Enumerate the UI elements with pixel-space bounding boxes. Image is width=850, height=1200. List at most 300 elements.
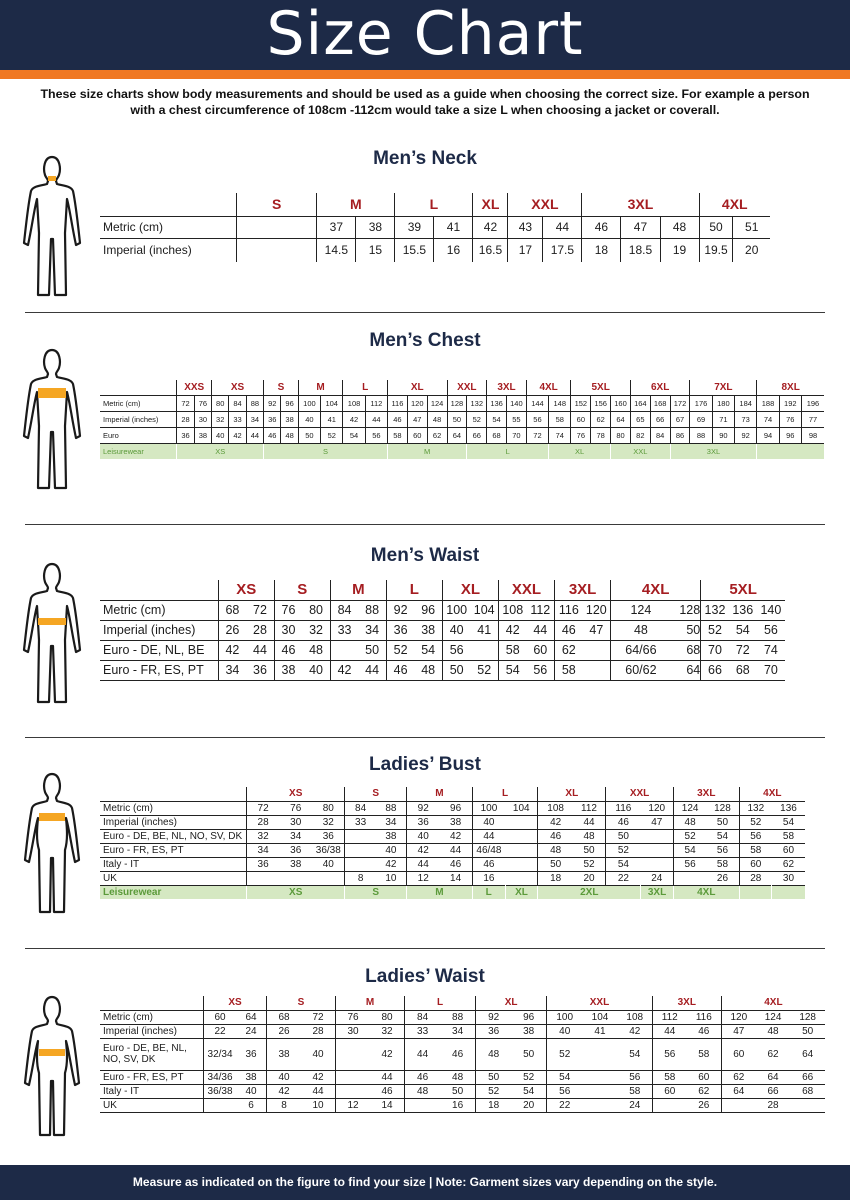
cell: 48 — [427, 411, 447, 427]
cell: 52 — [547, 1038, 583, 1070]
cell: 38 — [290, 858, 302, 870]
cell: 28 — [246, 815, 279, 829]
cell: 40 — [472, 815, 505, 829]
cell: 48 — [281, 427, 298, 443]
cell: 56 — [673, 857, 706, 871]
cell: 52 — [386, 640, 414, 660]
cell: 72 — [177, 395, 194, 411]
cell — [336, 1084, 371, 1098]
cell — [405, 1098, 441, 1112]
cell: 17.5 — [543, 238, 582, 262]
size-header: 5XL — [701, 580, 785, 600]
cell: 58 — [555, 660, 583, 680]
row-label: UK — [103, 1099, 117, 1111]
cell: 52 — [583, 858, 595, 870]
cell: 56 — [629, 1071, 641, 1083]
cell: 46 — [450, 858, 462, 870]
cell: 33 — [330, 620, 358, 640]
cell: 120 — [407, 395, 427, 411]
cell: 76 — [571, 427, 591, 443]
size-header: XL — [442, 580, 498, 600]
table-row — [100, 216, 770, 238]
cell: 64 — [802, 1048, 814, 1060]
row-label: Imperial (inches) — [103, 414, 159, 424]
accent-stripe — [0, 70, 850, 79]
cell: 52 — [467, 411, 487, 427]
cell: 65 — [630, 411, 650, 427]
cell: 52 — [476, 1084, 512, 1098]
cell: 12 — [407, 871, 440, 885]
cell — [757, 443, 824, 459]
cell — [204, 1098, 236, 1112]
cell: 33 — [345, 815, 376, 829]
size-header: XXL — [606, 787, 674, 801]
cell: 36 — [253, 663, 267, 677]
cell: 66 — [650, 411, 670, 427]
cell: 22 — [204, 1024, 236, 1038]
cell: 36 — [264, 411, 281, 427]
cell: 40 — [385, 844, 397, 856]
cell — [246, 871, 279, 885]
cell: 42 — [343, 411, 365, 427]
cell: 42 — [629, 1025, 641, 1037]
row-label: Euro - DE, BE, NL, NO, SV, DK — [103, 1043, 187, 1065]
table-row — [100, 871, 805, 885]
size-header: M — [317, 193, 395, 216]
section-divider — [25, 312, 825, 313]
cell — [237, 216, 317, 238]
cell: 128 — [447, 395, 467, 411]
cell: 38 — [356, 216, 395, 238]
cell: 88 — [365, 603, 380, 617]
row-label: Metric (cm) — [103, 1011, 153, 1023]
cell — [345, 843, 376, 857]
cell: 124 — [673, 801, 706, 815]
cell: 112 — [652, 1010, 687, 1024]
cell: 68 — [487, 427, 507, 443]
cell: 64 — [686, 663, 701, 677]
row-label: Imperial (inches) — [103, 243, 192, 258]
cell: 50 — [452, 1085, 464, 1097]
cell: 100 — [547, 1010, 583, 1024]
cell: 96 — [450, 802, 462, 814]
leisurewear-size: M — [407, 885, 473, 899]
size-header: XL — [388, 380, 447, 395]
table-row — [100, 1010, 825, 1024]
cell: 176 — [690, 395, 712, 411]
cell: 42 — [267, 1084, 302, 1098]
size-header: 3XL — [673, 787, 739, 801]
cell: 96 — [523, 1011, 535, 1023]
cell: 56 — [739, 829, 772, 843]
cell: 104 — [321, 395, 343, 411]
cell — [641, 843, 674, 857]
table-row — [100, 815, 805, 829]
cell: 84 — [405, 1010, 441, 1024]
row-label: Metric (cm) — [103, 802, 153, 814]
cell: 54 — [606, 857, 641, 871]
size-header: 3XL — [582, 193, 699, 216]
size-header: 8XL — [757, 380, 824, 395]
cell: 60 — [533, 643, 548, 657]
cell: 128 — [714, 802, 731, 814]
cell: 62 — [555, 640, 583, 660]
row-label: Metric (cm) — [103, 220, 163, 234]
chest-table — [100, 380, 824, 459]
cell: 42 — [450, 830, 462, 842]
cell: 108 — [538, 801, 573, 815]
cell: 152 — [571, 395, 591, 411]
cell: 38 — [274, 660, 302, 680]
cell: 58 — [739, 843, 772, 857]
cell: 42 — [312, 1071, 324, 1083]
cell: 58 — [698, 1048, 710, 1060]
cell: 38 — [450, 816, 462, 828]
cell: 44 — [533, 623, 548, 637]
cell: 19 — [660, 238, 699, 262]
cell: 128 — [679, 603, 701, 617]
cell: 54 — [782, 816, 795, 828]
cell: 64 — [767, 1071, 779, 1083]
cell: 36 — [245, 1048, 257, 1060]
row-label: Imperial (inches) — [103, 1025, 177, 1037]
cell: 41 — [434, 216, 473, 238]
cell: 50 — [686, 623, 701, 637]
cell: 16 — [452, 1099, 464, 1111]
cell: 124 — [427, 395, 447, 411]
row-label: Imperial (inches) — [103, 622, 196, 637]
cell: 52 — [321, 427, 343, 443]
cell: 44 — [312, 1085, 324, 1097]
page-title: Size Chart — [266, 0, 584, 69]
cell: 36 — [290, 844, 302, 856]
cell: 16.5 — [473, 238, 508, 262]
cell: 40 — [245, 1085, 257, 1097]
table-row — [100, 620, 785, 640]
leisurewear-size: XL — [505, 885, 538, 899]
cell — [582, 1070, 618, 1084]
cell: 92 — [476, 1010, 512, 1024]
cell: 86 — [670, 427, 690, 443]
cell: 20 — [583, 872, 595, 884]
cell: 44 — [583, 816, 595, 828]
cell: 50 — [476, 1070, 512, 1084]
cell: 34/36 — [204, 1070, 236, 1084]
cell: 46/48 — [472, 843, 505, 857]
cell: 18 — [538, 871, 573, 885]
cell: 42 — [218, 640, 246, 660]
row-label: Euro — [103, 430, 119, 440]
cell: 50 — [699, 216, 733, 238]
leisurewear-size: S — [345, 885, 407, 899]
cell: 40 — [267, 1070, 302, 1084]
cell: 42 — [498, 620, 526, 640]
size-header: 4XL — [699, 193, 770, 216]
cell: 50 — [583, 844, 595, 856]
cell: 30 — [336, 1024, 371, 1038]
cell: 56 — [547, 1084, 583, 1098]
cell — [279, 871, 312, 885]
table-row — [100, 1024, 825, 1038]
cell: 70 — [701, 640, 729, 660]
cell: 120 — [585, 603, 607, 617]
cell: 72 — [735, 643, 750, 657]
cell: 48 — [476, 1038, 512, 1070]
cell: 160 — [611, 395, 631, 411]
cell: 62 — [782, 858, 795, 870]
row-label: Euro - DE, NL, BE — [103, 642, 205, 657]
cell: 62 — [591, 411, 611, 427]
waist-table — [100, 580, 785, 681]
cell: 68 — [686, 643, 701, 657]
cell: 34 — [246, 843, 279, 857]
cell: 54 — [343, 427, 365, 443]
cell: 56 — [526, 411, 548, 427]
cell: 96 — [281, 395, 298, 411]
cell: 55 — [506, 411, 526, 427]
cell: 92 — [264, 395, 281, 411]
leisurewear-size: L — [467, 443, 549, 459]
cell: 28 — [177, 411, 194, 427]
cell: 100 — [298, 395, 320, 411]
cell: 84 — [650, 427, 670, 443]
cell: 19.5 — [699, 238, 733, 262]
cell: 54 — [629, 1048, 641, 1060]
size-header: XL — [473, 193, 508, 216]
size-header: M — [298, 380, 343, 395]
cell: 80 — [322, 802, 334, 814]
cell: 54 — [547, 1070, 583, 1084]
cell: 108 — [626, 1011, 644, 1023]
cell: 14.5 — [317, 238, 356, 262]
cell: 44 — [652, 1024, 687, 1038]
cell: 33 — [405, 1024, 441, 1038]
table-row — [100, 411, 824, 427]
cell: 44 — [450, 844, 462, 856]
cell: 14 — [381, 1099, 393, 1111]
header-bar — [0, 0, 850, 70]
table-row — [100, 660, 785, 680]
cell: 14 — [450, 872, 462, 884]
cell: 26 — [267, 1024, 302, 1038]
cell: 44 — [246, 427, 263, 443]
leisurewear-size: 2XL — [538, 885, 641, 899]
cell: 112 — [530, 603, 551, 617]
cell — [652, 1098, 687, 1112]
cell: 36 — [246, 857, 279, 871]
size-header: 4XL — [611, 580, 701, 600]
cell: 136 — [487, 395, 507, 411]
leisurewear-size: 3XL — [641, 885, 674, 899]
cell: 124 — [764, 1011, 782, 1023]
table-row — [100, 600, 785, 620]
cell: 72 — [312, 1011, 324, 1023]
cell: 48 — [405, 1084, 441, 1098]
cell — [721, 1098, 756, 1112]
cell — [505, 829, 538, 843]
cell: 44 — [365, 663, 380, 677]
person-outline-icon — [22, 562, 82, 704]
cell: 40 — [407, 829, 440, 843]
cell: 77 — [801, 411, 824, 427]
ladies-waist-table — [100, 996, 825, 1113]
size-header: S — [237, 193, 317, 216]
cell: 48 — [660, 216, 699, 238]
cell — [345, 829, 376, 843]
cell — [739, 885, 772, 899]
cell: 80 — [309, 603, 323, 617]
cell: 54 — [716, 830, 729, 842]
cell: 136 — [732, 603, 754, 617]
cell: 6 — [248, 1099, 254, 1111]
cell — [345, 857, 376, 871]
cell: 140 — [506, 395, 526, 411]
leisurewear-row — [100, 885, 805, 899]
leisurewear-size: L — [472, 885, 505, 899]
cell: 50 — [365, 643, 380, 657]
cell: 40 — [212, 427, 229, 443]
table-row — [100, 427, 824, 443]
cell: 66 — [467, 427, 487, 443]
cell: 68 — [267, 1010, 302, 1024]
cell: 24 — [245, 1025, 257, 1037]
cell: 52 — [477, 663, 492, 677]
cell: 56 — [365, 427, 387, 443]
size-header: XXL — [547, 996, 653, 1010]
cell — [505, 815, 538, 829]
cell: 68 — [735, 663, 750, 677]
cell: 64/66 — [611, 640, 671, 660]
cell: 172 — [670, 395, 690, 411]
cell: 67 — [670, 411, 690, 427]
person-outline-icon — [22, 348, 82, 490]
footer-note: Measure as indicated on the figure to find your size | Note: Garment sizes vary depending on the style. — [0, 1165, 850, 1200]
size-header: XL — [538, 787, 606, 801]
cell: 62 — [767, 1048, 779, 1060]
cell: 82 — [630, 427, 650, 443]
cell: 16 — [472, 871, 505, 885]
table-row — [100, 801, 805, 815]
cell: 112 — [365, 395, 387, 411]
cell: 47 — [651, 816, 663, 828]
size-header: M — [407, 787, 473, 801]
cell: 58 — [498, 640, 526, 660]
cell: 48 — [421, 663, 436, 677]
cell: 41 — [477, 623, 492, 637]
person-outline-icon — [22, 155, 82, 297]
cell — [582, 1098, 618, 1112]
table-row — [100, 857, 805, 871]
size-header: XS — [246, 787, 345, 801]
cell: 10 — [385, 872, 397, 884]
cell: 60 — [407, 427, 427, 443]
cell: 68 — [802, 1085, 814, 1097]
cell: 44 — [405, 1038, 441, 1070]
cell: 26 — [716, 872, 729, 884]
cell: 52 — [739, 815, 772, 829]
table-row — [100, 1038, 825, 1070]
cell — [582, 1084, 618, 1098]
cell: 70 — [506, 427, 526, 443]
size-header: M — [336, 996, 405, 1010]
cell: 92 — [735, 427, 757, 443]
size-header: XS — [204, 996, 267, 1010]
cell: 94 — [757, 427, 779, 443]
cell: 48 — [309, 643, 323, 657]
row-label: Metric (cm) — [103, 398, 141, 408]
cell — [312, 871, 345, 885]
size-header: L — [386, 580, 442, 600]
cell: 66 — [767, 1085, 779, 1097]
cell: 60 — [652, 1084, 687, 1098]
person-outline-icon — [22, 995, 82, 1137]
cell: 44 — [543, 216, 582, 238]
cell: 132 — [467, 395, 487, 411]
cell: 34 — [246, 411, 263, 427]
cell: 96 — [779, 427, 801, 443]
table-row — [100, 843, 805, 857]
table-row — [100, 395, 824, 411]
cell: 32 — [309, 623, 323, 637]
cell: 76 — [274, 600, 302, 620]
cell: 47 — [621, 216, 660, 238]
cell: 56 — [442, 640, 470, 660]
cell: 18.5 — [621, 238, 660, 262]
cell: 124 — [611, 600, 671, 620]
cell: 50 — [802, 1025, 814, 1037]
cell: 44 — [253, 643, 267, 657]
size-header: XL — [476, 996, 547, 1010]
cell: 71 — [712, 411, 734, 427]
cell: 36/38 — [204, 1084, 236, 1098]
cell: 80 — [611, 427, 631, 443]
size-header: L — [472, 787, 538, 801]
cell: 10 — [312, 1099, 324, 1111]
cell: 28 — [739, 871, 772, 885]
size-header: 5XL — [571, 380, 630, 395]
cell: 76 — [336, 1010, 371, 1024]
cell: 112 — [581, 802, 597, 814]
cell: 36 — [407, 815, 440, 829]
section-divider — [25, 524, 825, 525]
intro-text: These size charts show body measurements and should be used as a guide when choosing the correct size. For example a person with a chest circumference of 108cm -112cm would take a size L when choosing a jacket or coverall. — [40, 87, 810, 117]
cell: 48 — [452, 1071, 464, 1083]
cell: 76 — [194, 395, 211, 411]
cell: 60 — [782, 844, 795, 856]
cell: 58 — [782, 830, 795, 842]
cell: 108 — [498, 600, 526, 620]
cell: 42 — [473, 216, 508, 238]
cell: 26 — [218, 620, 246, 640]
cell: 20 — [733, 238, 770, 262]
cell: 46 — [388, 411, 408, 427]
row-label: Italy - IT — [103, 1085, 140, 1097]
cell: 42 — [385, 858, 397, 870]
row-label: Euro - FR, ES, PT — [103, 844, 184, 856]
cell: 58 — [388, 427, 408, 443]
cell — [641, 829, 674, 843]
cell: 74 — [763, 643, 778, 657]
section-title-mens-neck: Men’s Neck — [373, 148, 477, 169]
cell: 38 — [281, 411, 298, 427]
cell: 34 — [218, 660, 246, 680]
cell: 46 — [698, 1025, 710, 1037]
size-header: XXS — [177, 380, 212, 395]
cell: 42 — [229, 427, 246, 443]
section-title-mens-waist: Men’s Waist — [370, 545, 480, 566]
cell: 39 — [395, 216, 434, 238]
cell: 47 — [589, 623, 604, 637]
